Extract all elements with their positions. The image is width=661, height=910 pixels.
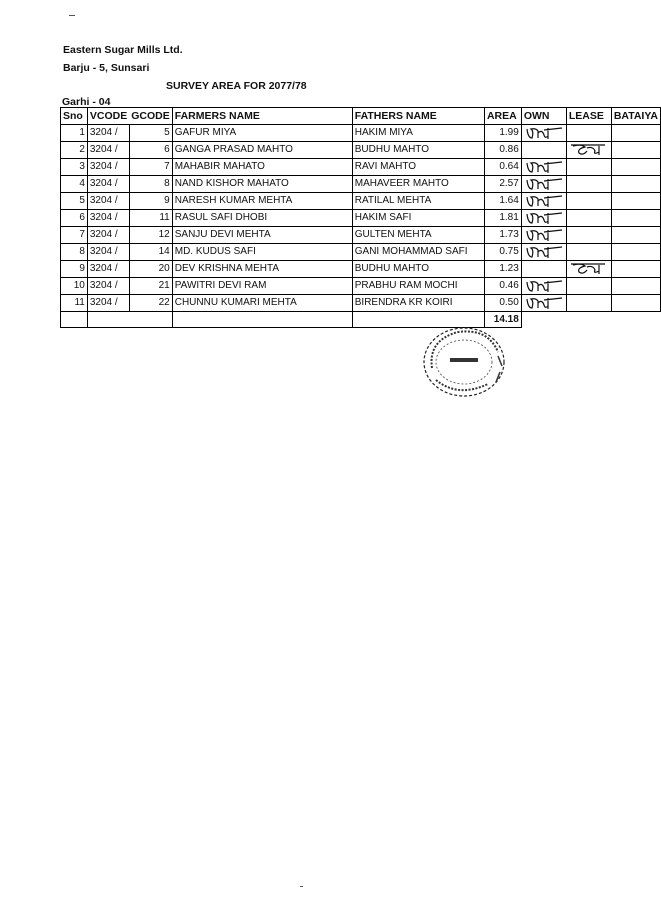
total-cell-empty <box>61 311 88 328</box>
cell-lease <box>566 158 611 175</box>
cell-farmer-name: SANJU DEVI MEHTA <box>172 226 352 243</box>
total-cell-empty <box>521 311 566 328</box>
cell-bataiya <box>611 192 660 209</box>
cell-father-name: HAKIM MIYA <box>352 124 484 141</box>
cell-gcode: 20 <box>129 260 172 277</box>
cell-father-name: MAHAVEER MAHTO <box>352 175 484 192</box>
cell-father-name: RAVI MAHTO <box>352 158 484 175</box>
cell-sno: 11 <box>61 294 88 311</box>
cell-gcode: 8 <box>129 175 172 192</box>
cell-bataiya <box>611 277 660 294</box>
cell-lease <box>566 192 611 209</box>
column-header-sno: Sno <box>61 108 88 125</box>
cell-father-name: HAKIM SAFI <box>352 209 484 226</box>
cell-area: 0.75 <box>484 243 521 260</box>
handwritten-signature-icon <box>524 278 564 294</box>
cell-own <box>521 243 566 260</box>
handwritten-signature-icon <box>569 261 609 277</box>
cell-bataiya <box>611 294 660 311</box>
cell-bataiya <box>611 175 660 192</box>
cell-own <box>521 226 566 243</box>
cell-gcode: 11 <box>129 209 172 226</box>
cell-vcode: 3204 / <box>87 192 129 209</box>
cell-sno: 10 <box>61 277 88 294</box>
total-area: 14.18 <box>484 311 521 328</box>
cell-vcode: 3204 / <box>87 124 129 141</box>
table-row <box>61 243 661 260</box>
cell-father-name: RATILAL MEHTA <box>352 192 484 209</box>
table-row <box>61 141 661 158</box>
total-cell-empty <box>87 311 172 328</box>
cell-own <box>521 209 566 226</box>
column-header-lease: LEASE <box>566 108 611 125</box>
cell-father-name: GANI MOHAMMAD SAFI <box>352 243 484 260</box>
cell-gcode: 9 <box>129 192 172 209</box>
cell-own <box>521 260 566 277</box>
cell-own <box>521 192 566 209</box>
cell-area: 0.50 <box>484 294 521 311</box>
cell-lease <box>566 175 611 192</box>
cell-gcode: 7 <box>129 158 172 175</box>
column-header-farmer: FARMERS NAME <box>172 108 352 125</box>
cell-area: 1.73 <box>484 226 521 243</box>
cell-sno: 7 <box>61 226 88 243</box>
column-header-gcode: GCODE <box>129 108 172 125</box>
total-cell-empty <box>566 311 611 328</box>
cell-sno: 4 <box>61 175 88 192</box>
cell-own <box>521 277 566 294</box>
cell-vcode: 3204 / <box>87 226 129 243</box>
cell-lease <box>566 294 611 311</box>
cell-area: 1.99 <box>484 124 521 141</box>
table-row <box>61 226 661 243</box>
table-row <box>61 158 661 175</box>
cell-farmer-name: GANGA PRASAD MAHTO <box>172 141 352 158</box>
total-cell-empty <box>611 311 660 328</box>
table-row <box>61 192 661 209</box>
cell-own <box>521 124 566 141</box>
cell-own <box>521 294 566 311</box>
cell-bataiya <box>611 226 660 243</box>
handwritten-signature-icon <box>524 227 564 243</box>
cell-vcode: 3204 / <box>87 209 129 226</box>
cell-father-name: GULTEN MEHTA <box>352 226 484 243</box>
column-header-father: FATHERS NAME <box>352 108 484 125</box>
total-row <box>61 311 661 328</box>
cell-farmer-name: CHUNNU KUMARI MEHTA <box>172 294 352 311</box>
cell-farmer-name: GAFUR MIYA <box>172 124 352 141</box>
cell-vcode: 3204 / <box>87 294 129 311</box>
cell-own <box>521 141 566 158</box>
cell-lease <box>566 226 611 243</box>
column-header-own: OWN <box>521 108 566 125</box>
handwritten-signature-icon <box>524 159 564 175</box>
cell-own <box>521 158 566 175</box>
handwritten-signature-icon <box>524 125 564 141</box>
cell-vcode: 3204 / <box>87 260 129 277</box>
table-row <box>61 124 661 141</box>
cell-farmer-name: RASUL SAFI DHOBI <box>172 209 352 226</box>
cell-lease <box>566 141 611 158</box>
column-header-bataiya: BATAIYA <box>611 108 660 125</box>
column-header-area: AREA <box>484 108 521 125</box>
cell-vcode: 3204 / <box>87 277 129 294</box>
cell-sno: 1 <box>61 124 88 141</box>
cell-sno: 8 <box>61 243 88 260</box>
cell-farmer-name: MAHABIR MAHATO <box>172 158 352 175</box>
table-header-row <box>61 108 661 125</box>
cell-gcode: 5 <box>129 124 172 141</box>
handwritten-signature-icon <box>524 193 564 209</box>
cell-lease <box>566 124 611 141</box>
cell-gcode: 14 <box>129 243 172 260</box>
cell-bataiya <box>611 141 660 158</box>
table-row <box>61 277 661 294</box>
scan-speck <box>300 886 303 887</box>
cell-farmer-name: MD. KUDUS SAFI <box>172 243 352 260</box>
cell-area: 0.46 <box>484 277 521 294</box>
cell-father-name: BIRENDRA KR KOIRI <box>352 294 484 311</box>
cell-father-name: BUDHU MAHTO <box>352 141 484 158</box>
cell-bataiya <box>611 124 660 141</box>
table-row <box>61 260 661 277</box>
cell-lease <box>566 209 611 226</box>
cell-vcode: 3204 / <box>87 158 129 175</box>
table-row <box>61 294 661 311</box>
cell-sno: 3 <box>61 158 88 175</box>
cell-gcode: 6 <box>129 141 172 158</box>
cell-gcode: 22 <box>129 294 172 311</box>
circular-company-stamp-icon <box>418 322 510 402</box>
cell-area: 1.81 <box>484 209 521 226</box>
cell-father-name: PRABHU RAM MOCHI <box>352 277 484 294</box>
table-row <box>61 209 661 226</box>
cell-sno: 5 <box>61 192 88 209</box>
cell-farmer-name: NAND KISHOR MAHATO <box>172 175 352 192</box>
cell-vcode: 3204 / <box>87 175 129 192</box>
cell-lease <box>566 277 611 294</box>
column-header-vcode: VCODE <box>87 108 129 125</box>
handwritten-signature-icon <box>524 210 564 226</box>
cell-farmer-name: DEV KRISHNA MEHTA <box>172 260 352 277</box>
cell-own <box>521 175 566 192</box>
cell-area: 0.86 <box>484 141 521 158</box>
cell-farmer-name: NARESH KUMAR MEHTA <box>172 192 352 209</box>
cell-sno: 2 <box>61 141 88 158</box>
cell-vcode: 3204 / <box>87 141 129 158</box>
cell-farmer-name: PAWITRI DEVI RAM <box>172 277 352 294</box>
handwritten-signature-icon <box>524 176 564 192</box>
cell-bataiya <box>611 243 660 260</box>
cell-area: 0.64 <box>484 158 521 175</box>
cell-gcode: 12 <box>129 226 172 243</box>
cell-area: 1.23 <box>484 260 521 277</box>
scan-speck <box>69 15 75 16</box>
company-address: Barju - 5, Sunsari <box>63 62 150 74</box>
cell-bataiya <box>611 158 660 175</box>
cell-lease <box>566 260 611 277</box>
survey-table <box>60 107 661 328</box>
cell-gcode: 21 <box>129 277 172 294</box>
cell-lease <box>566 243 611 260</box>
cell-area: 1.64 <box>484 192 521 209</box>
company-name: Eastern Sugar Mills Ltd. <box>63 44 183 56</box>
cell-vcode: 3204 / <box>87 243 129 260</box>
handwritten-signature-icon <box>524 295 564 311</box>
document-title: SURVEY AREA FOR 2077/78 <box>166 80 307 92</box>
cell-bataiya <box>611 260 660 277</box>
cell-sno: 6 <box>61 209 88 226</box>
section-label: Garhi - 04 <box>62 96 111 108</box>
cell-bataiya <box>611 209 660 226</box>
cell-father-name: BUDHU MAHTO <box>352 260 484 277</box>
table-row <box>61 175 661 192</box>
cell-sno: 9 <box>61 260 88 277</box>
cell-area: 2.57 <box>484 175 521 192</box>
total-cell-empty <box>172 311 352 328</box>
handwritten-signature-icon <box>569 142 609 158</box>
handwritten-signature-icon <box>524 244 564 260</box>
